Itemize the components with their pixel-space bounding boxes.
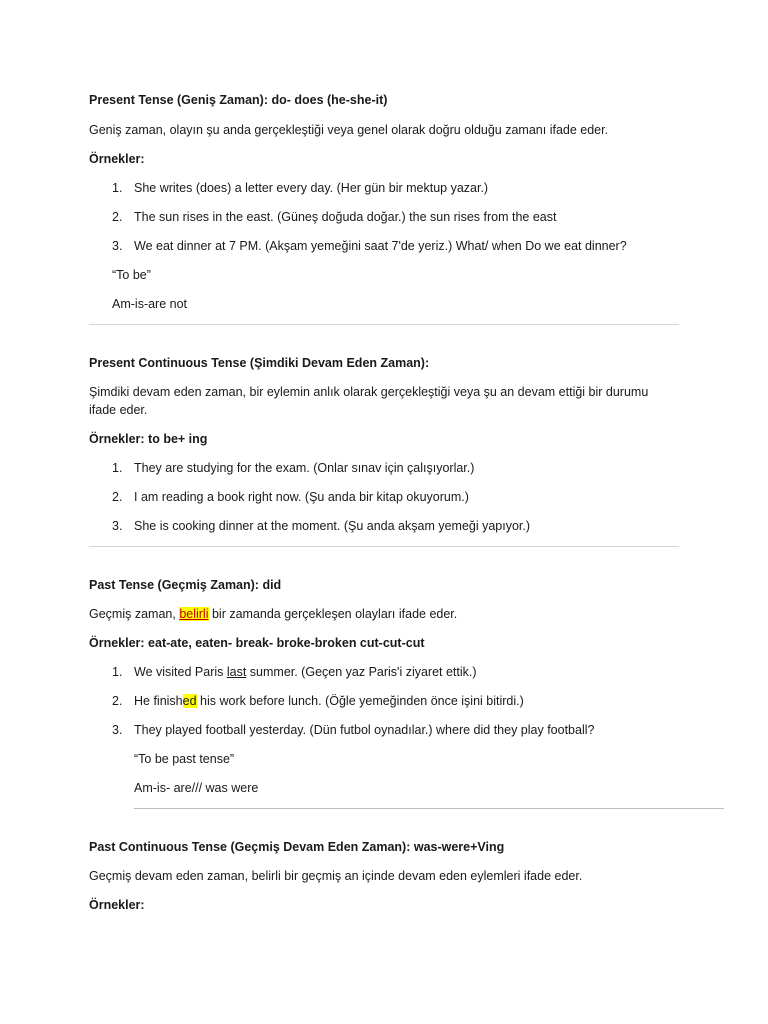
section-description: Geniş zaman, olayın şu anda gerçekleştiği veya genel olarak doğru olduğu zamanı ifade eder. bbox=[89, 123, 609, 137]
note-text: Am-is- are/// was were bbox=[134, 781, 259, 795]
section-divider bbox=[89, 546, 679, 547]
section-description: ifade eder. bbox=[89, 403, 148, 417]
note-text: “To be” bbox=[112, 268, 151, 282]
item-text: He finish bbox=[134, 694, 183, 708]
section-description bbox=[89, 606, 457, 622]
section-divider bbox=[134, 808, 724, 809]
section-heading-past-continuous: Past Continuous Tense (Geçmiş Devam Eden Zaman): was-were+Ving bbox=[89, 840, 505, 854]
examples-label: Örnekler: bbox=[89, 152, 145, 166]
section-heading-past-tense: Past Tense (Geçmiş Zaman): did bbox=[89, 578, 282, 592]
item-text: his work before lunch. (Öğle yemeğinden önce işini bitirdi.) bbox=[196, 694, 524, 708]
examples-label: Örnekler: eat-ate, eaten- break- broke-broken cut-cut-cut bbox=[89, 636, 425, 650]
section-description: Geçmiş devam eden zaman, belirli bir geçmiş an içinde devam eden eylemleri ifade eder. bbox=[89, 869, 583, 883]
item-text: We visited Paris bbox=[134, 665, 227, 679]
highlighted-suffix: ed bbox=[182, 694, 197, 708]
list-item bbox=[134, 693, 524, 709]
section-description: Şimdiki devam eden zaman, bir eylemin anlık olarak gerçekleştiği veya şu an devam ettiği bir durumu bbox=[89, 385, 649, 399]
list-number: 2. bbox=[112, 210, 123, 224]
list-number: 1. bbox=[112, 461, 123, 475]
list-item: She writes (does) a letter every day. (Her gün bir mektup yazar.) bbox=[134, 181, 489, 195]
examples-label: Örnekler: to be+ ing bbox=[89, 432, 208, 446]
list-number: 3. bbox=[112, 519, 123, 533]
examples-label: Örnekler: bbox=[89, 898, 145, 912]
list-number: 3. bbox=[112, 723, 123, 737]
list-item: The sun rises in the east. (Güneş doğuda doğar.) the sun rises from the east bbox=[134, 210, 557, 224]
note-text: “To be past tense” bbox=[134, 752, 235, 766]
section-heading-present-tense: Present Tense (Geniş Zaman): do- does (he-she-it) bbox=[89, 93, 388, 107]
description-text: Geçmiş zaman, bbox=[89, 607, 180, 621]
item-text: summer. (Geçen yaz Paris'i ziyaret ettik.) bbox=[246, 665, 477, 679]
list-item: We eat dinner at 7 PM. (Akşam yemeğini saat 7'de yeriz.) What/ when Do we eat dinner? bbox=[134, 239, 627, 253]
description-text: bir zamanda gerçekleşen olayları ifade eder. bbox=[208, 607, 458, 621]
list-number: 2. bbox=[112, 694, 123, 708]
list-number: 1. bbox=[112, 665, 123, 679]
note-text: Am-is-are not bbox=[112, 297, 188, 311]
list-number: 1. bbox=[112, 181, 123, 195]
list-number: 2. bbox=[112, 490, 123, 504]
list-item: She is cooking dinner at the moment. (Şu anda akşam yemeği yapıyor.) bbox=[134, 519, 531, 533]
list-item: They played football yesterday. (Dün futbol oynadılar.) where did they play football? bbox=[134, 723, 595, 737]
section-divider bbox=[89, 324, 679, 325]
underlined-word: last bbox=[226, 665, 247, 679]
list-item: I am reading a book right now. (Şu anda bir kitap okuyorum.) bbox=[134, 490, 469, 504]
section-heading-present-continuous: Present Continuous Tense (Şimdiki Devam Eden Zaman): bbox=[89, 356, 430, 370]
list-item bbox=[134, 664, 477, 680]
highlighted-word: belirli bbox=[179, 607, 209, 621]
list-number: 3. bbox=[112, 239, 123, 253]
list-item: They are studying for the exam. (Onlar sınav için çalışıyorlar.) bbox=[134, 461, 475, 475]
